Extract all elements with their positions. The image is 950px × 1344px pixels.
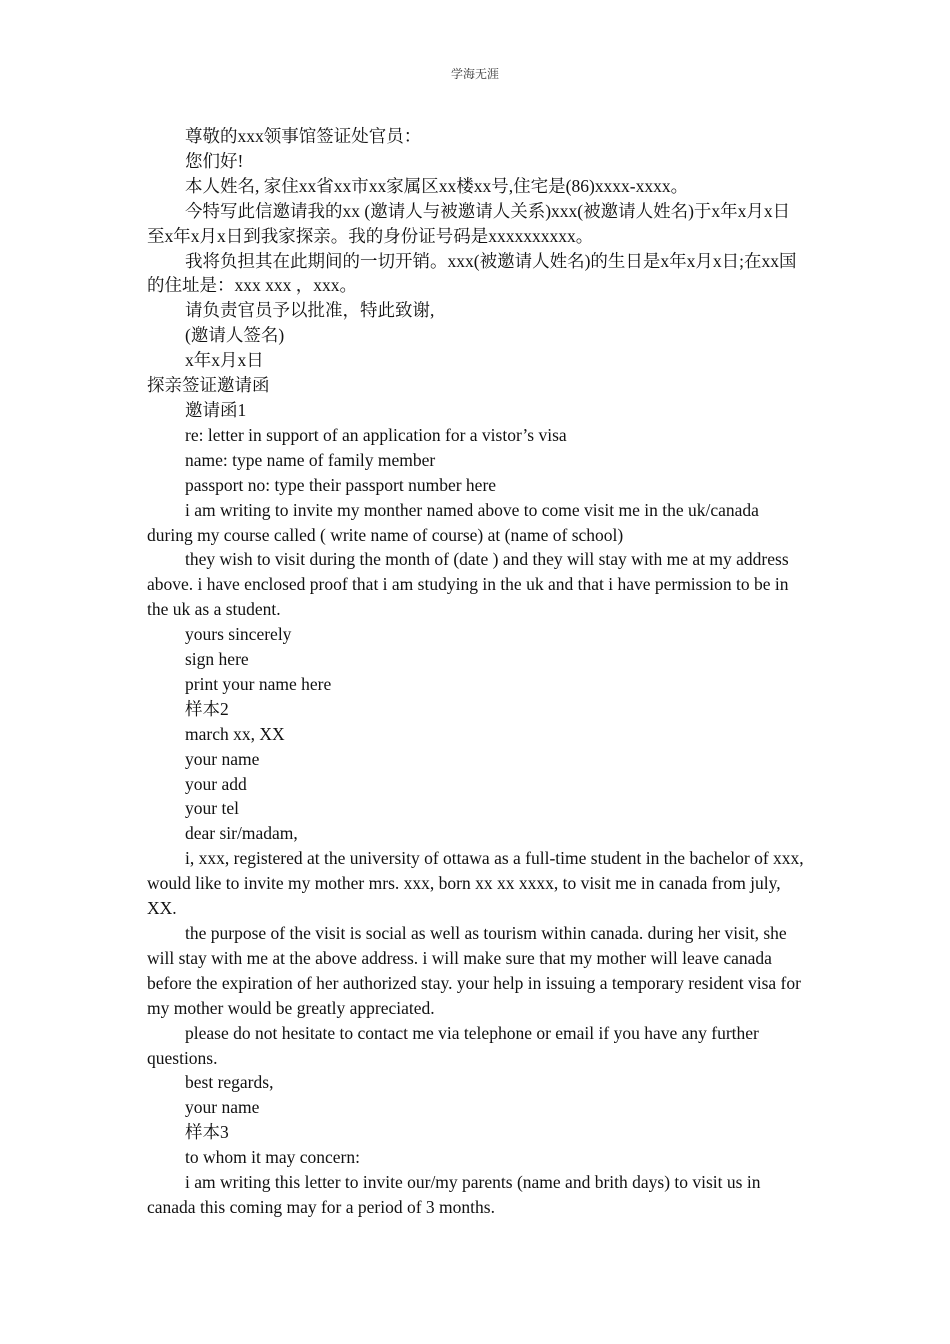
document-body: [147, 124, 807, 1220]
page-header: 学海无涯: [450, 67, 499, 81]
paragraph: (邀请人签名): [185, 325, 285, 346]
paragraph: yours sincerely: [185, 624, 292, 645]
paragraph: print your name here: [185, 673, 332, 694]
paragraph: 请负责官员予以批准，特此致谢,: [185, 300, 435, 321]
paragraph: 本人姓名, 家住xx省xx市xx家属区xx楼xx号,住宅是(86)xxxx-xxxx。: [185, 175, 689, 196]
paragraph: your tel: [185, 798, 239, 819]
paragraph: please do not hesitate to contact me via telephone or email if you have any further questions.: [147, 1022, 759, 1068]
paragraph: your name: [185, 1097, 260, 1118]
paragraph: your name: [185, 748, 260, 769]
paragraph: 邀请函1: [185, 399, 247, 420]
paragraph: i am writing this letter to invite our/my parents (name and brith days) to visit us in canada this coming may for a period of 3 months.: [147, 1172, 761, 1217]
paragraph: best regards,: [185, 1072, 274, 1093]
paragraph: 尊敬的xxx领事馆签证处官员：: [185, 126, 422, 146]
paragraph: sign here: [185, 649, 249, 670]
paragraph: 您们好!: [185, 150, 244, 171]
paragraph: name: type name of family member: [185, 449, 436, 470]
paragraph: 样本2: [185, 698, 229, 719]
paragraph: the purpose of the visit is social as well as tourism within canada. during her visit, she will stay with me at the above address. i will make sure that my mother will leave canada before the expiration of her authorized stay. your help in issuing a temporary resident visa for my mother would be greatly appreciated.: [147, 923, 801, 1018]
paragraph: 今特写此信邀请我的xx (邀请人与被邀请人关系)xxx(被邀请人姓名)于x年x月x日至x年x月x日到我家探亲。我的身份证号码是xxxxxxxxxx。: [147, 200, 791, 246]
paragraph: dear sir/madam,: [185, 823, 298, 844]
paragraph: your add: [185, 773, 247, 794]
paragraph: re: letter in support of an application for a vistor’s visa: [185, 424, 567, 445]
paragraph: i, xxx, registered at the university of ottawa as a full-time student in the bachelor of xxx, would like to invite my mother mrs. xxx, born xx xx xxxx, to visit me in canada from july, XX.: [147, 848, 804, 919]
paragraph: 样本3: [185, 1122, 229, 1143]
paragraph: they wish to visit during the month of (date ) and they will stay with me at my address above. i have enclosed proof that i am studying in the uk and that i have permission to be in the uk as a student.: [147, 549, 789, 620]
paragraph: passport no: type their passport number here: [185, 474, 497, 495]
section-heading: 探亲签证邀请函: [147, 375, 270, 396]
paragraph: 我将负担其在此期间的一切开销。xxx(被邀请人姓名)的生日是x年x月x日;在xx国的住址是：xxx xxx ，xxx。: [147, 250, 797, 296]
paragraph: march xx, XX: [185, 723, 285, 744]
paragraph: i am writing to invite my monther named above to come visit me in the uk/canada during my course called ( write name of course) at (name of school): [147, 499, 759, 545]
paragraph: x年x月x日: [185, 350, 264, 371]
paragraph: to whom it may concern:: [185, 1147, 360, 1168]
